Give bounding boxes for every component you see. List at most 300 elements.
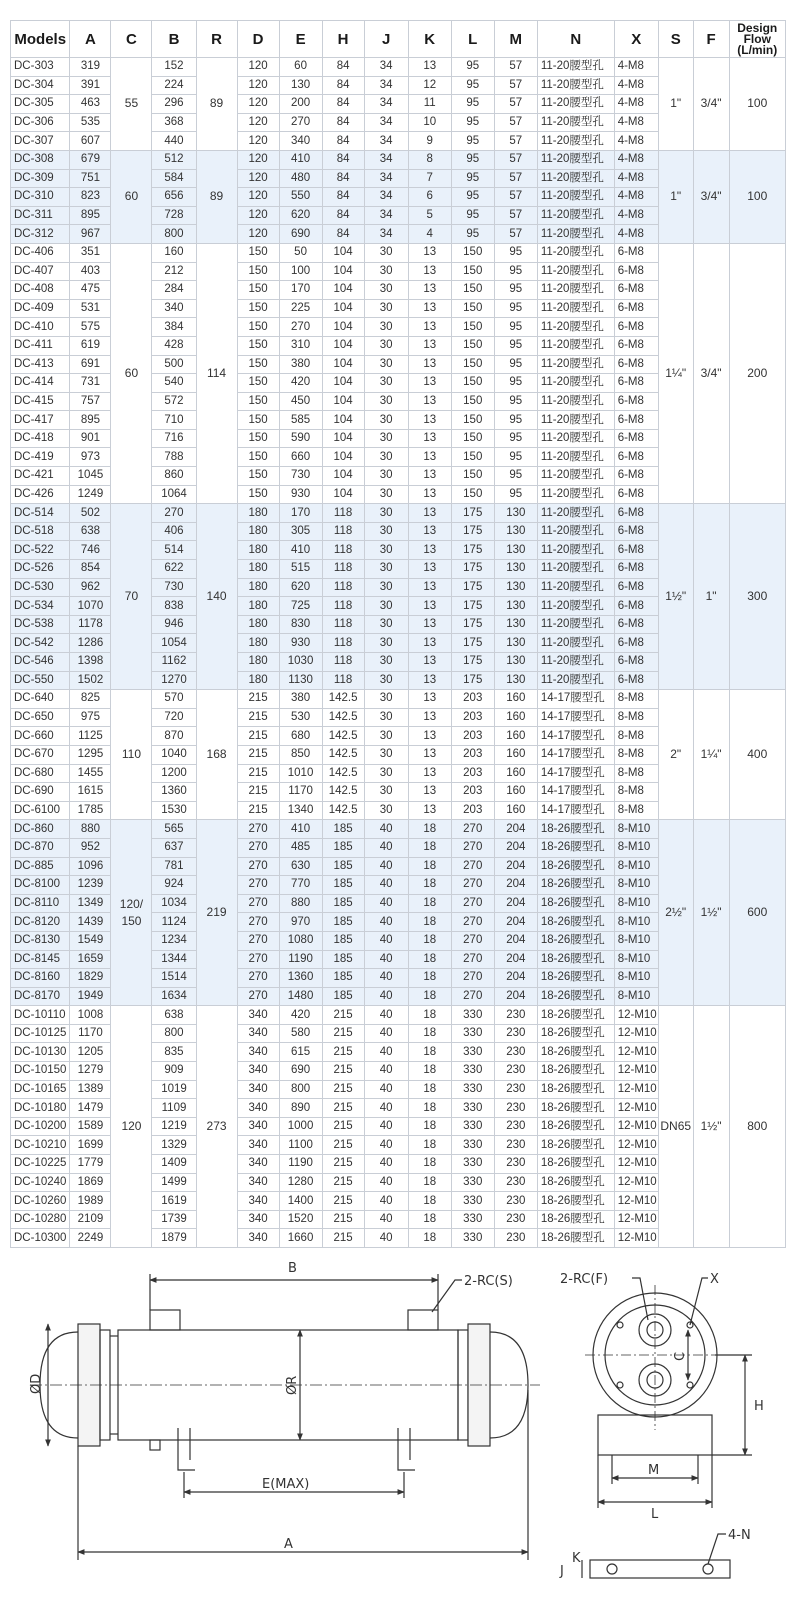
cell-n: 18-26腰型孔 (537, 987, 614, 1006)
label-inlet: 2-RC(S) (464, 1274, 513, 1289)
cell-model: DC-534 (11, 597, 70, 616)
cell-d: 150 (237, 299, 279, 318)
cell-k: 13 (408, 467, 451, 486)
cell-a: 403 (70, 262, 111, 281)
cell-e: 340 (279, 132, 322, 151)
cell-d: 270 (237, 987, 279, 1006)
cell-d: 270 (237, 820, 279, 839)
cell-model: DC-309 (11, 169, 70, 188)
cell-k: 13 (408, 727, 451, 746)
cell-b: 1219 (152, 1117, 196, 1136)
cell-b: 570 (152, 690, 196, 709)
cell-a: 952 (70, 838, 111, 857)
cell-m: 160 (494, 745, 537, 764)
cell-l: 270 (451, 820, 494, 839)
cell-h: 104 (322, 336, 364, 355)
cell-d: 120 (237, 206, 279, 225)
header-a: A (70, 21, 111, 58)
cell-x: 4-M8 (614, 188, 658, 207)
cell-j: 34 (364, 76, 408, 95)
cell-k: 6 (408, 188, 451, 207)
cell-a: 746 (70, 541, 111, 560)
cell-k: 18 (408, 931, 451, 950)
cell-x: 6-M8 (614, 467, 658, 486)
cell-l: 175 (451, 615, 494, 634)
cell-e: 380 (279, 690, 322, 709)
cell-m: 95 (494, 262, 537, 281)
cell-l: 95 (451, 113, 494, 132)
cell-n: 18-26腰型孔 (537, 820, 614, 839)
cell-k: 18 (408, 857, 451, 876)
cell-model: DC-415 (11, 392, 70, 411)
label-c: C (673, 1351, 688, 1361)
cell-x: 8-M10 (614, 894, 658, 913)
cell-m: 230 (494, 1229, 537, 1248)
cell-model: DC-10110 (11, 1006, 70, 1025)
cell-m: 230 (494, 1062, 537, 1081)
cell-l: 95 (451, 150, 494, 169)
cell-l: 203 (451, 801, 494, 820)
cell-n: 11-20腰型孔 (537, 374, 614, 393)
cell-h: 104 (322, 392, 364, 411)
cell-l: 150 (451, 262, 494, 281)
header-s: S (658, 21, 693, 58)
cell-model: DC-538 (11, 615, 70, 634)
cell-d: 215 (237, 708, 279, 727)
cell-model: DC-660 (11, 727, 70, 746)
cell-n: 11-20腰型孔 (537, 262, 614, 281)
cell-m: 230 (494, 1173, 537, 1192)
cell-k: 13 (408, 374, 451, 393)
cell-d: 270 (237, 950, 279, 969)
cell-m: 230 (494, 1099, 537, 1118)
cell-h: 142.5 (322, 745, 364, 764)
cell-e: 1000 (279, 1117, 322, 1136)
cell-e: 420 (279, 374, 322, 393)
cell-d: 270 (237, 857, 279, 876)
cell-n: 11-20腰型孔 (537, 653, 614, 672)
cell-l: 203 (451, 727, 494, 746)
cell-h: 104 (322, 299, 364, 318)
cell-h: 185 (322, 876, 364, 895)
cell-b: 728 (152, 206, 196, 225)
cell-a: 823 (70, 188, 111, 207)
cell-m: 57 (494, 76, 537, 95)
cell-e: 930 (279, 485, 322, 504)
cell-n: 18-26腰型孔 (537, 1024, 614, 1043)
cell-n: 18-26腰型孔 (537, 950, 614, 969)
cell-k: 18 (408, 894, 451, 913)
cell-a: 1502 (70, 671, 111, 690)
cell-j: 30 (364, 727, 408, 746)
cell-model: DC-418 (11, 429, 70, 448)
cell-h: 185 (322, 969, 364, 988)
cell-j: 30 (364, 336, 408, 355)
cell-e: 770 (279, 876, 322, 895)
label-d: ØD (29, 1373, 44, 1394)
cell-a: 1125 (70, 727, 111, 746)
cell-s: 1" (658, 58, 693, 151)
cell-model: DC-550 (11, 671, 70, 690)
cell-m: 95 (494, 336, 537, 355)
cell-h: 104 (322, 448, 364, 467)
cell-j: 30 (364, 541, 408, 560)
table-row (11, 820, 786, 839)
cell-j: 34 (364, 150, 408, 169)
cell-x: 6-M8 (614, 578, 658, 597)
cell-b: 384 (152, 318, 196, 337)
cell-h: 84 (322, 169, 364, 188)
cell-h: 118 (322, 541, 364, 560)
cell-x: 4-M8 (614, 206, 658, 225)
cell-k: 18 (408, 1117, 451, 1136)
cell-x: 8-M10 (614, 857, 658, 876)
cell-m: 130 (494, 597, 537, 616)
cell-d: 150 (237, 281, 279, 300)
cell-h: 185 (322, 894, 364, 913)
cell-k: 18 (408, 1062, 451, 1081)
cell-c: 120/ 150 (111, 820, 152, 1006)
cell-model: DC-411 (11, 336, 70, 355)
cell-r: 140 (196, 504, 237, 690)
cell-e: 1520 (279, 1210, 322, 1229)
cell-e: 1340 (279, 801, 322, 820)
cell-x: 8-M10 (614, 969, 658, 988)
cell-model: DC-10210 (11, 1136, 70, 1155)
cell-x: 12-M10 (614, 1210, 658, 1229)
cell-l: 95 (451, 76, 494, 95)
cell-k: 12 (408, 76, 451, 95)
cell-model: DC-417 (11, 411, 70, 430)
cell-j: 30 (364, 801, 408, 820)
cell-b: 270 (152, 504, 196, 523)
cell-h: 118 (322, 634, 364, 653)
cell-x: 8-M10 (614, 913, 658, 932)
cell-d: 215 (237, 727, 279, 746)
cell-e: 890 (279, 1099, 322, 1118)
cell-n: 11-20腰型孔 (537, 392, 614, 411)
cell-e: 170 (279, 504, 322, 523)
cell-model: DC-419 (11, 448, 70, 467)
cell-b: 622 (152, 560, 196, 579)
cell-b: 716 (152, 429, 196, 448)
cell-n: 11-20腰型孔 (537, 355, 614, 374)
cell-model: DC-407 (11, 262, 70, 281)
cell-c: 60 (111, 243, 152, 503)
cell-j: 40 (364, 931, 408, 950)
cell-n: 18-26腰型孔 (537, 1155, 614, 1174)
cell-h: 104 (322, 429, 364, 448)
cell-j: 30 (364, 522, 408, 541)
cell-d: 340 (237, 1099, 279, 1118)
cell-x: 8-M8 (614, 727, 658, 746)
cell-n: 18-26腰型孔 (537, 1043, 614, 1062)
cell-b: 800 (152, 1024, 196, 1043)
cell-d: 150 (237, 318, 279, 337)
cell-m: 130 (494, 541, 537, 560)
cell-model: DC-10260 (11, 1192, 70, 1211)
cell-e: 305 (279, 522, 322, 541)
cell-n: 11-20腰型孔 (537, 411, 614, 430)
cell-h: 215 (322, 1099, 364, 1118)
header-m: M (494, 21, 537, 58)
cell-x: 4-M8 (614, 95, 658, 114)
cell-j: 30 (364, 764, 408, 783)
cell-e: 450 (279, 392, 322, 411)
cell-d: 150 (237, 336, 279, 355)
cell-l: 175 (451, 597, 494, 616)
cell-d: 120 (237, 225, 279, 244)
cell-b: 296 (152, 95, 196, 114)
cell-h: 118 (322, 597, 364, 616)
label-b: B (288, 1261, 297, 1276)
cell-e: 690 (279, 225, 322, 244)
cell-k: 4 (408, 225, 451, 244)
cell-h: 104 (322, 467, 364, 486)
cell-e: 690 (279, 1062, 322, 1081)
cell-d: 270 (237, 876, 279, 895)
cell-n: 11-20腰型孔 (537, 560, 614, 579)
cell-x: 12-M10 (614, 1099, 658, 1118)
cell-m: 57 (494, 206, 537, 225)
cell-a: 1659 (70, 950, 111, 969)
cell-x: 8-M8 (614, 801, 658, 820)
cell-m: 204 (494, 876, 537, 895)
cell-h: 215 (322, 1043, 364, 1062)
cell-b: 710 (152, 411, 196, 430)
cell-model: DC-522 (11, 541, 70, 560)
cell-m: 230 (494, 1155, 537, 1174)
cell-a: 391 (70, 76, 111, 95)
cell-x: 8-M10 (614, 950, 658, 969)
cell-h: 215 (322, 1155, 364, 1174)
cell-b: 835 (152, 1043, 196, 1062)
cell-a: 502 (70, 504, 111, 523)
cell-h: 84 (322, 225, 364, 244)
cell-l: 330 (451, 1080, 494, 1099)
cell-model: DC-421 (11, 467, 70, 486)
cell-d: 150 (237, 485, 279, 504)
cell-model: DC-406 (11, 243, 70, 262)
cell-x: 6-M8 (614, 336, 658, 355)
cell-j: 34 (364, 206, 408, 225)
cell-l: 203 (451, 764, 494, 783)
cell-e: 420 (279, 1006, 322, 1025)
label-a: A (284, 1537, 293, 1552)
cell-a: 967 (70, 225, 111, 244)
cell-a: 475 (70, 281, 111, 300)
cell-model: DC-10125 (11, 1024, 70, 1043)
cell-n: 14-17腰型孔 (537, 764, 614, 783)
cell-model: DC-8160 (11, 969, 70, 988)
cell-e: 530 (279, 708, 322, 727)
cell-x: 6-M8 (614, 522, 658, 541)
cell-j: 30 (364, 467, 408, 486)
cell-h: 185 (322, 857, 364, 876)
cell-model: DC-409 (11, 299, 70, 318)
cell-x: 12-M10 (614, 1024, 658, 1043)
cell-a: 351 (70, 243, 111, 262)
cell-d: 120 (237, 188, 279, 207)
cell-l: 330 (451, 1229, 494, 1248)
cell-j: 40 (364, 1099, 408, 1118)
cell-b: 638 (152, 1006, 196, 1025)
cell-x: 6-M8 (614, 615, 658, 634)
cell-j: 40 (364, 1210, 408, 1229)
cell-n: 11-20腰型孔 (537, 522, 614, 541)
cell-k: 18 (408, 1155, 451, 1174)
cell-a: 1829 (70, 969, 111, 988)
cell-b: 860 (152, 467, 196, 486)
cell-m: 204 (494, 969, 537, 988)
cell-b: 500 (152, 355, 196, 374)
cell-a: 2109 (70, 1210, 111, 1229)
cell-e: 410 (279, 820, 322, 839)
cell-f: 1¼" (693, 690, 729, 820)
cell-d: 120 (237, 132, 279, 151)
cell-a: 1389 (70, 1080, 111, 1099)
cell-k: 18 (408, 838, 451, 857)
cell-model: DC-304 (11, 76, 70, 95)
cell-a: 895 (70, 411, 111, 430)
cell-m: 230 (494, 1117, 537, 1136)
label-x: X (710, 1272, 719, 1287)
cell-m: 130 (494, 504, 537, 523)
cell-b: 1329 (152, 1136, 196, 1155)
cell-j: 34 (364, 225, 408, 244)
cell-k: 13 (408, 615, 451, 634)
cell-n: 11-20腰型孔 (537, 448, 614, 467)
header-x: X (614, 21, 658, 58)
cell-a: 1549 (70, 931, 111, 950)
cell-l: 330 (451, 1099, 494, 1118)
cell-l: 95 (451, 132, 494, 151)
cell-l: 175 (451, 671, 494, 690)
cell-m: 204 (494, 857, 537, 876)
cell-a: 880 (70, 820, 111, 839)
cell-b: 656 (152, 188, 196, 207)
cell-a: 1070 (70, 597, 111, 616)
cell-l: 150 (451, 467, 494, 486)
cell-h: 215 (322, 1117, 364, 1136)
cell-model: DC-306 (11, 113, 70, 132)
cell-d: 120 (237, 150, 279, 169)
cell-b: 584 (152, 169, 196, 188)
cell-a: 319 (70, 58, 111, 77)
cell-a: 575 (70, 318, 111, 337)
cell-d: 180 (237, 522, 279, 541)
cell-j: 40 (364, 1173, 408, 1192)
cell-j: 30 (364, 429, 408, 448)
cell-l: 330 (451, 1173, 494, 1192)
cell-n: 18-26腰型孔 (537, 1080, 614, 1099)
cell-x: 4-M8 (614, 132, 658, 151)
cell-n: 14-17腰型孔 (537, 745, 614, 764)
cell-x: 6-M8 (614, 299, 658, 318)
cell-h: 185 (322, 987, 364, 1006)
cell-s: DN65 (658, 1006, 693, 1248)
cell-e: 225 (279, 299, 322, 318)
cell-x: 4-M8 (614, 150, 658, 169)
cell-l: 175 (451, 522, 494, 541)
cell-d: 270 (237, 913, 279, 932)
cell-j: 40 (364, 1043, 408, 1062)
cell-b: 924 (152, 876, 196, 895)
cell-e: 1030 (279, 653, 322, 672)
cell-d: 120 (237, 95, 279, 114)
cell-n: 11-20腰型孔 (537, 169, 614, 188)
cell-model: DC-410 (11, 318, 70, 337)
cell-k: 13 (408, 281, 451, 300)
cell-a: 1398 (70, 653, 111, 672)
cell-x: 6-M8 (614, 374, 658, 393)
cell-h: 215 (322, 1210, 364, 1229)
cell-k: 18 (408, 1210, 451, 1229)
cell-a: 1239 (70, 876, 111, 895)
cell-d: 120 (237, 58, 279, 77)
cell-j: 40 (364, 820, 408, 839)
cell-l: 203 (451, 745, 494, 764)
cell-j: 30 (364, 708, 408, 727)
cell-d: 120 (237, 169, 279, 188)
cell-d: 215 (237, 690, 279, 709)
cell-m: 204 (494, 894, 537, 913)
cell-h: 104 (322, 485, 364, 504)
cell-n: 18-26腰型孔 (537, 894, 614, 913)
nozzle-right (408, 1310, 438, 1330)
cell-j: 30 (364, 262, 408, 281)
cell-h: 185 (322, 913, 364, 932)
cell-b: 788 (152, 448, 196, 467)
cell-e: 1080 (279, 931, 322, 950)
cell-design-flow: 400 (729, 690, 786, 820)
cell-r: 219 (196, 820, 237, 1006)
cell-m: 204 (494, 987, 537, 1006)
cell-a: 1455 (70, 764, 111, 783)
cell-h: 142.5 (322, 783, 364, 802)
cell-s: 2½" (658, 820, 693, 1006)
cell-j: 40 (364, 894, 408, 913)
cell-j: 40 (364, 950, 408, 969)
cell-e: 970 (279, 913, 322, 932)
cell-a: 1205 (70, 1043, 111, 1062)
cell-b: 540 (152, 374, 196, 393)
cell-l: 330 (451, 1024, 494, 1043)
cell-e: 1010 (279, 764, 322, 783)
cell-d: 120 (237, 76, 279, 95)
cell-x: 12-M10 (614, 1155, 658, 1174)
cell-k: 5 (408, 206, 451, 225)
cell-h: 118 (322, 560, 364, 579)
header-d: D (237, 21, 279, 58)
cell-h: 104 (322, 243, 364, 262)
cell-a: 2249 (70, 1229, 111, 1248)
cell-b: 1344 (152, 950, 196, 969)
cell-n: 14-17腰型孔 (537, 783, 614, 802)
header-n: N (537, 21, 614, 58)
cell-e: 630 (279, 857, 322, 876)
cell-design-flow: 100 (729, 58, 786, 151)
cell-d: 340 (237, 1117, 279, 1136)
cell-h: 215 (322, 1080, 364, 1099)
cell-e: 60 (279, 58, 322, 77)
cell-x: 6-M8 (614, 560, 658, 579)
cell-model: DC-680 (11, 764, 70, 783)
cell-m: 95 (494, 281, 537, 300)
cell-e: 200 (279, 95, 322, 114)
cell-d: 340 (237, 1192, 279, 1211)
cell-j: 30 (364, 485, 408, 504)
